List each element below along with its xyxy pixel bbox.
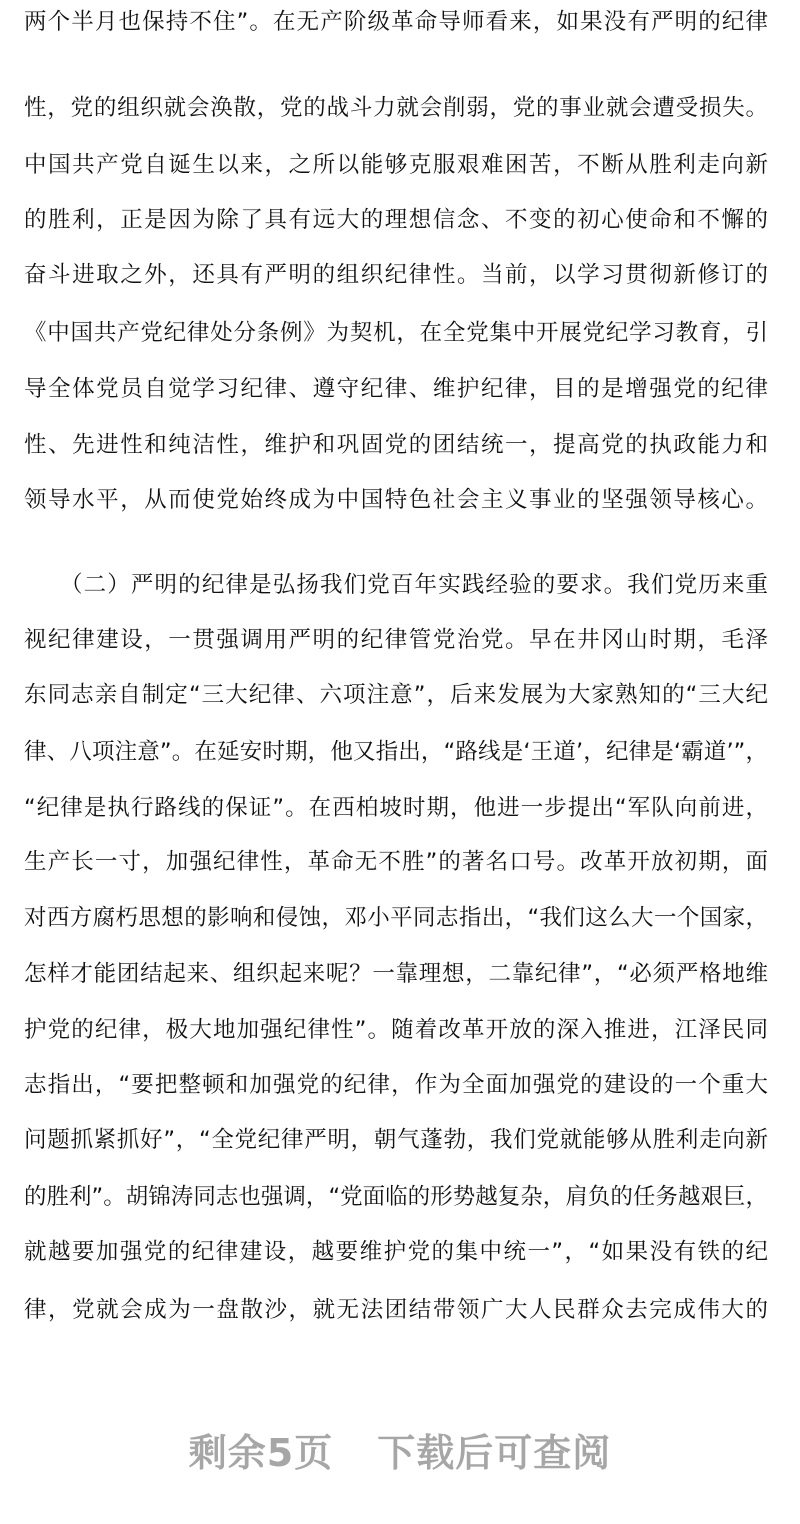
text-line: 性、先进性和纯洁性，维护和巩固党的团结统一，提高党的执政能力和 <box>24 432 768 458</box>
text-line: 就越要加强党的纪律建设，越要维护党的集中统一”，“如果没有铁的纪 <box>24 1239 768 1265</box>
text-line: 奋斗进取之外，还具有严明的组织纪律性。当前，以学习贯彻新修订的 <box>24 262 768 288</box>
text-line: 领导水平，从而使党始终成为中国特色社会主义事业的坚强领导核心。 <box>24 487 768 513</box>
text-line: 导全体党员自觉学习纪律、遵守纪律、维护纪律，目的是增强党的纪律 <box>24 376 768 402</box>
text-line: 《中国共产党纪律处分条例》为契机，在全党集中开展党纪学习教育，引 <box>24 320 768 346</box>
section-heading-line: （二）严明的纪律是弘扬我们党百年实践经验的要求。我们党历来重 <box>60 572 768 598</box>
download-to-view-label: 下载后可查阅 <box>377 1431 612 1475</box>
text-line: 视纪律建设，一贯强调用严明的纪律管党治党。早在井冈山时期，毛泽 <box>24 627 768 653</box>
text-line: “纪律是执行路线的保证”。在西柏坡时期，他进一步提出“军队向前进， <box>24 795 768 821</box>
text-line: 志指出，“要把整顿和加强党的纪律，作为全面加强党的建设的一个重大 <box>24 1072 768 1098</box>
text-line: 的胜利，正是因为除了具有远大的理想信念、不变的初心使命和不懈的 <box>24 207 768 233</box>
text-line: 两个半月也保持不住”。在无产阶级革命导师看来，如果没有严明的纪律 <box>24 9 768 35</box>
text-line: 东同志亲自制定“三大纪律、六项注意”，后来发展为大家熟知的“三大纪 <box>24 682 768 708</box>
text-line: 中国共产党自诞生以来，之所以能够克服艰难困苦，不断从胜利走向新 <box>24 152 768 178</box>
text-line: 律，党就会成为一盘散沙，就无法团结带领广大人民群众去完成伟大的 <box>24 1297 768 1323</box>
text-line: 问题抓紧抓好”，“全党纪律严明，朝气蓬勃，我们党就能够从胜利走向新 <box>24 1127 768 1153</box>
download-prompt[interactable] <box>0 1422 800 1477</box>
text-line: 的胜利”。胡锦涛同志也强调，“党面临的形势越复杂，肩负的任务越艰巨， <box>24 1184 768 1210</box>
remaining-pages-label: 剩余5页 <box>188 1431 334 1475</box>
text-line: 对西方腐朽思想的影响和侵蚀，邓小平同志指出，“我们这么大一个国家， <box>24 905 768 931</box>
text-line: 怎样才能团结起来、组织起来呢？一靠理想，二靠纪律”，“必须严格地维 <box>24 961 768 987</box>
text-line: 性，党的组织就会涣散，党的战斗力就会削弱，党的事业就会遭受损失。 <box>24 95 768 121</box>
text-line: 律、八项注意”。在延安时期，他又指出，“路线是‘王道’，纪律是‘霸道’”， <box>24 739 768 765</box>
text-line: 生产长一寸，加强纪律性，革命无不胜”的著名口号。改革开放初期，面 <box>24 849 768 875</box>
text-line: 护党的纪律，极大地加强纪律性”。随着改革开放的深入推进，江泽民同 <box>24 1017 768 1043</box>
